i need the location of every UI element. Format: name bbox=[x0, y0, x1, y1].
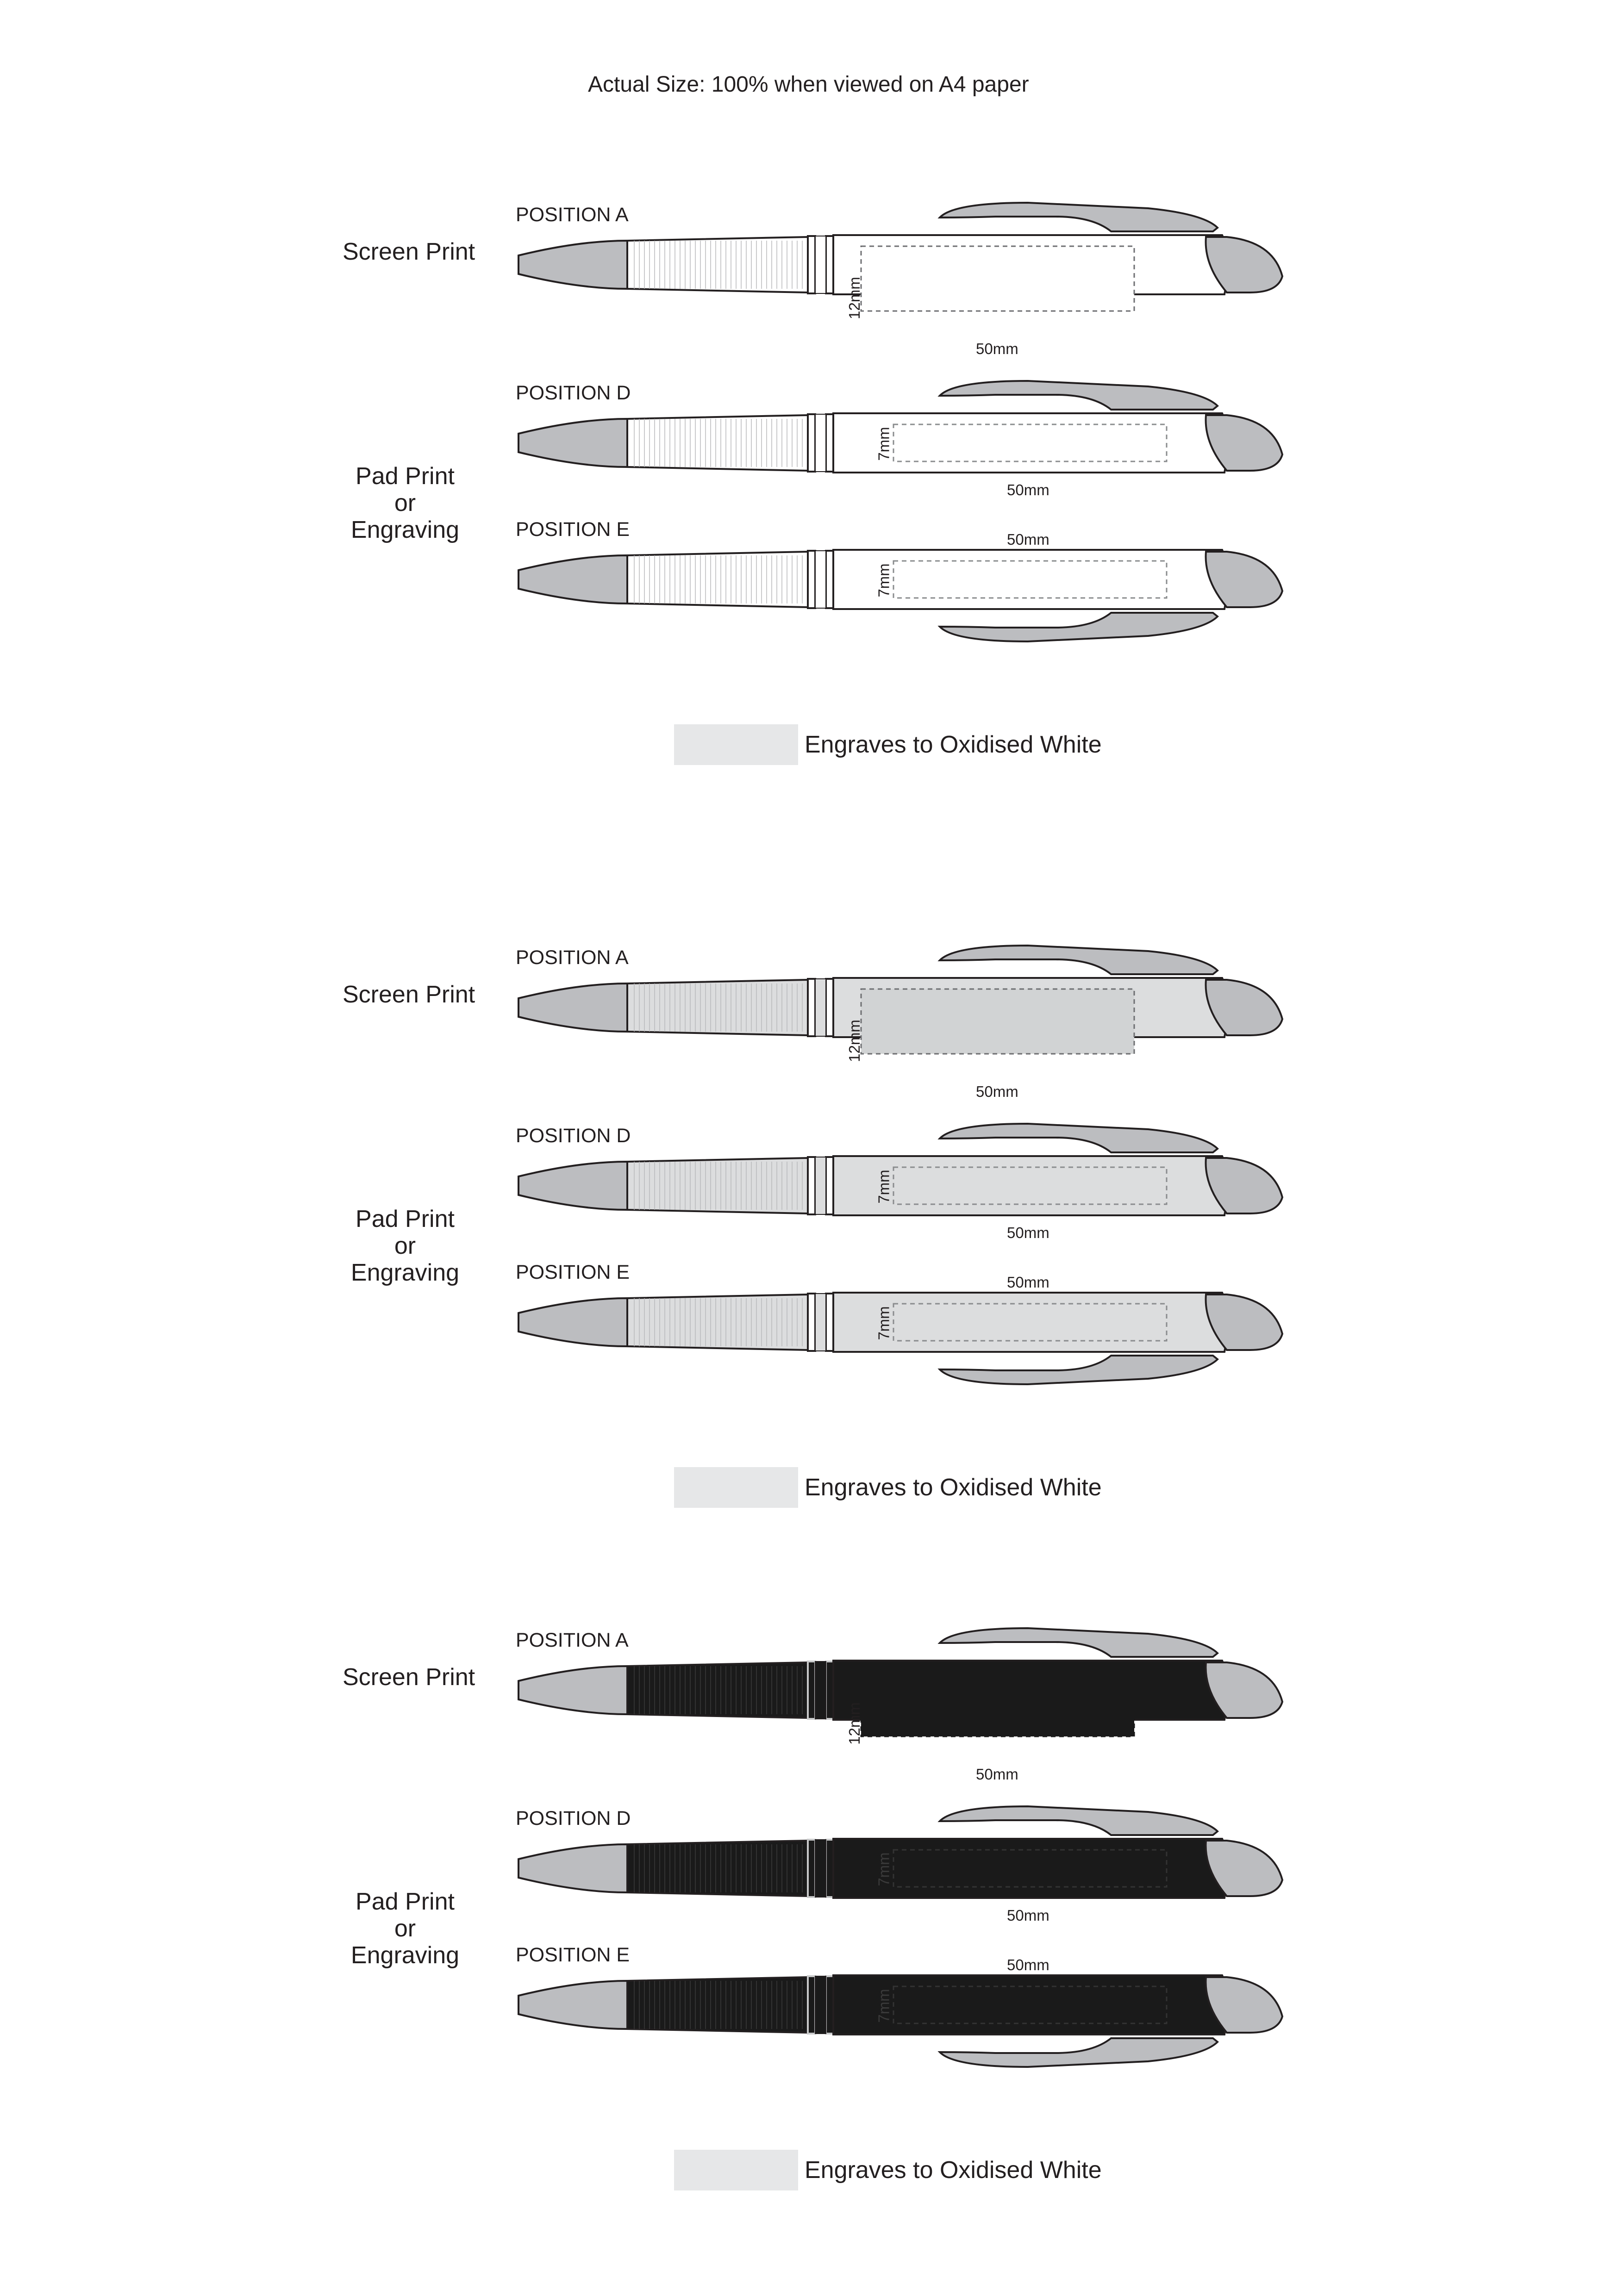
pen-clip bbox=[940, 1806, 1218, 1835]
pen-tip bbox=[518, 555, 627, 604]
pen-position-d bbox=[518, 1124, 1282, 1215]
pen-position-e bbox=[518, 1293, 1282, 1384]
dimension-width-e: 50mm bbox=[1007, 1956, 1049, 1973]
dimension-height-e: 7mm bbox=[875, 563, 893, 597]
pen-ring bbox=[826, 551, 833, 608]
pen-clip bbox=[940, 1356, 1218, 1384]
pen-clip bbox=[940, 203, 1218, 231]
position-e-label: POSITION E bbox=[516, 518, 630, 541]
method-pad-line: Engraving bbox=[350, 1942, 460, 1969]
position-a-label: POSITION A bbox=[516, 1629, 629, 1651]
pen-ring bbox=[826, 414, 833, 472]
pen-position-a bbox=[518, 1628, 1282, 1736]
legend-text: Engraves to Oxidised White bbox=[805, 2157, 1102, 2184]
method-pad-line: Pad Print bbox=[356, 1206, 455, 1232]
pen-ring bbox=[826, 236, 833, 293]
method-pad-line: or bbox=[394, 490, 416, 516]
pen-position-a bbox=[518, 203, 1282, 311]
legend-swatch bbox=[674, 2150, 798, 2190]
pen-ring bbox=[826, 1976, 833, 2034]
pen-ring bbox=[826, 1157, 833, 1214]
pen-ring bbox=[808, 1661, 815, 1719]
pen-clip bbox=[940, 1124, 1218, 1152]
pen-ring bbox=[826, 1840, 833, 1897]
dimension-width-d: 50mm bbox=[1007, 1224, 1049, 1241]
pen-position-e bbox=[518, 550, 1282, 641]
pen-ring bbox=[808, 1157, 815, 1214]
method-pad-line: Engraving bbox=[350, 516, 460, 543]
pen-ring bbox=[808, 551, 815, 608]
dimension-height-a: 12mm bbox=[845, 1702, 863, 1745]
legend-text: Engraves to Oxidised White bbox=[805, 1474, 1102, 1501]
method-pad-print bbox=[350, 463, 461, 543]
method-pad-print bbox=[350, 1888, 461, 1969]
pen-ring bbox=[808, 979, 815, 1036]
pen-tip bbox=[518, 1981, 627, 2029]
position-a-label: POSITION A bbox=[516, 946, 629, 969]
position-a-label: POSITION A bbox=[516, 204, 629, 226]
variant-panel-white bbox=[0, 194, 1624, 842]
pen-ring bbox=[826, 1294, 833, 1351]
pen-tip bbox=[518, 241, 627, 289]
pen-position-d bbox=[518, 1806, 1282, 1898]
pen-position-d bbox=[518, 381, 1282, 473]
pen-clip bbox=[940, 1628, 1218, 1657]
pen-ring bbox=[808, 236, 815, 293]
method-pad-line: Pad Print bbox=[356, 463, 455, 490]
pen-tip bbox=[518, 1666, 627, 1714]
dimension-width-a: 50mm bbox=[976, 1083, 1018, 1100]
dimension-width-a: 50mm bbox=[976, 340, 1018, 357]
variant-panel-black bbox=[0, 1620, 1624, 2268]
pen-tip bbox=[518, 1162, 627, 1210]
legend-swatch bbox=[674, 1467, 798, 1508]
pen-ring bbox=[808, 1294, 815, 1351]
pen-ring bbox=[826, 979, 833, 1036]
dimension-width-e: 50mm bbox=[1007, 531, 1049, 548]
method-pad-line: Engraving bbox=[350, 1259, 460, 1286]
pen-clip bbox=[940, 946, 1218, 974]
dimension-height-a: 12mm bbox=[845, 277, 863, 319]
print-area-a bbox=[861, 246, 1134, 311]
pen-tip bbox=[518, 1844, 627, 1892]
position-d-label: POSITION D bbox=[516, 382, 631, 404]
dimension-width-a: 50mm bbox=[976, 1766, 1018, 1783]
print-area-a bbox=[861, 989, 1134, 1054]
pen-ring bbox=[808, 1840, 815, 1897]
method-pad-line: Pad Print bbox=[356, 1888, 455, 1915]
pen-tip bbox=[518, 1298, 627, 1346]
position-d-label: POSITION D bbox=[516, 1125, 631, 1147]
dimension-width-d: 50mm bbox=[1007, 1907, 1049, 1924]
pen-position-a bbox=[518, 946, 1282, 1054]
variant-panel-silver bbox=[0, 937, 1624, 1585]
dimension-width-e: 50mm bbox=[1007, 1274, 1049, 1291]
pen-tip bbox=[518, 419, 627, 467]
method-screen-print: Screen Print bbox=[343, 981, 475, 1008]
dimension-height-a: 12mm bbox=[845, 1020, 863, 1062]
pen-ring bbox=[808, 414, 815, 472]
dimension-height-e: 7mm bbox=[875, 1989, 893, 2023]
pen-ring bbox=[826, 1661, 833, 1719]
method-screen-print: Screen Print bbox=[343, 238, 475, 265]
print-area-a bbox=[861, 1672, 1134, 1736]
method-pad-line: or bbox=[394, 1232, 416, 1259]
pen-position-e bbox=[518, 1975, 1282, 2067]
pen-ring bbox=[808, 1976, 815, 2034]
method-screen-print: Screen Print bbox=[343, 1664, 475, 1691]
position-e-label: POSITION E bbox=[516, 1261, 630, 1283]
position-d-label: POSITION D bbox=[516, 1807, 631, 1829]
pen-tip bbox=[518, 983, 627, 1032]
dimension-height-d: 7mm bbox=[875, 1852, 893, 1886]
legend-swatch bbox=[674, 724, 798, 765]
method-pad-line: or bbox=[394, 1915, 416, 1942]
dimension-height-d: 7mm bbox=[875, 1170, 893, 1204]
pen-clip bbox=[940, 613, 1218, 641]
legend-text: Engraves to Oxidised White bbox=[805, 731, 1102, 758]
dimension-height-d: 7mm bbox=[875, 427, 893, 461]
pen-clip bbox=[940, 381, 1218, 410]
dimension-width-d: 50mm bbox=[1007, 481, 1049, 498]
position-e-label: POSITION E bbox=[516, 1944, 630, 1966]
pen-clip bbox=[940, 2038, 1218, 2067]
dimension-height-e: 7mm bbox=[875, 1306, 893, 1340]
method-pad-print bbox=[350, 1206, 461, 1286]
actual-size-note: Actual Size: 100% when viewed on A4 paper bbox=[588, 72, 1029, 97]
